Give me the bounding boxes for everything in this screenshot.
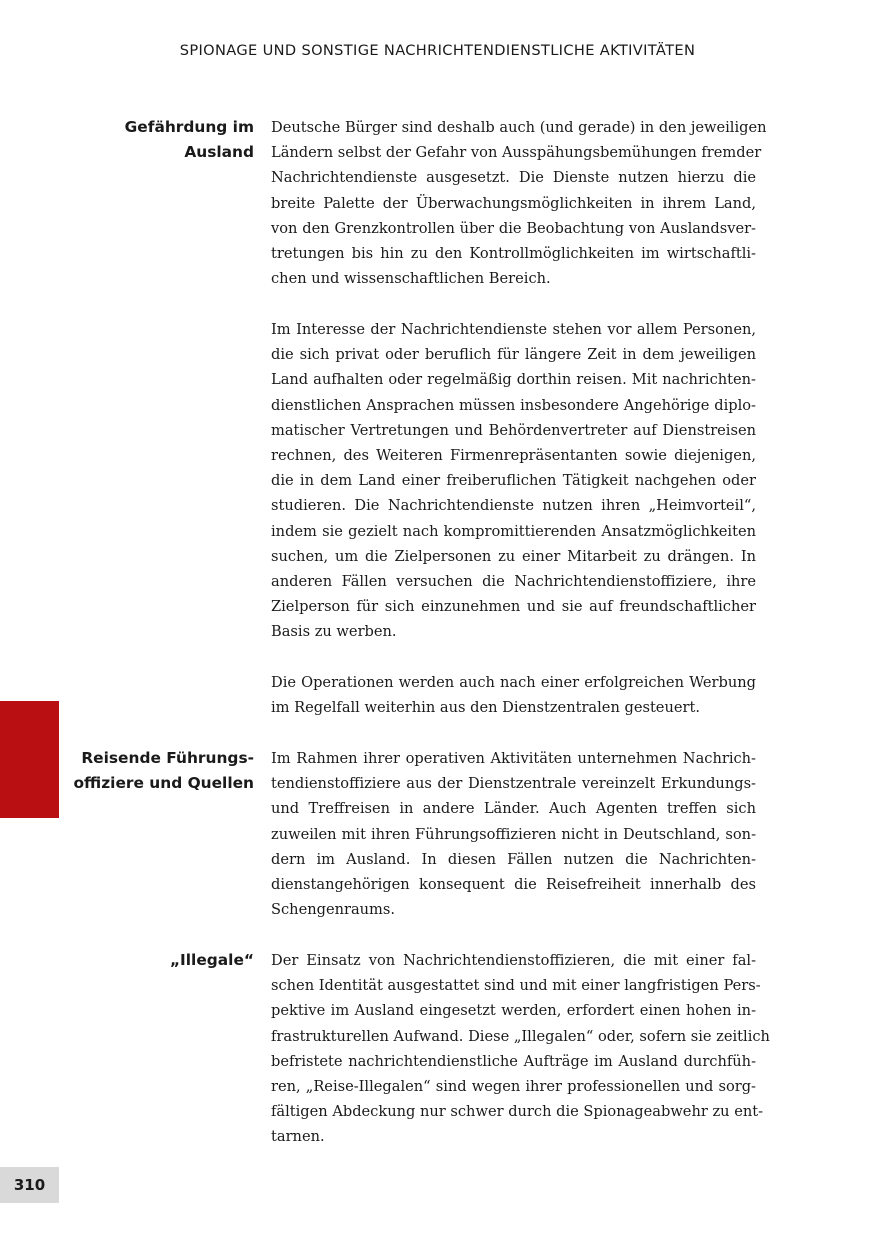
text-line: anderen Fällen versuchen die Nachrichtendienstoffiziere, ihre: [271, 573, 756, 591]
paragraph-3: [271, 670, 756, 720]
text-line: suchen, um die Zielpersonen zu einer Mitarbeit zu drängen. In: [271, 547, 756, 565]
text-line: Nachrichtendienste ausgesetzt. Die Dienste nutzen hierzu die: [271, 169, 756, 187]
text-line: pektive im Ausland eingesetzt werden, erfordert einen hohen in-: [271, 1002, 756, 1020]
text-line: zuweilen mit ihren Führungsoffizieren nicht in Deutschland, son-: [271, 825, 756, 843]
text-line: Ländern selbst der Gefahr von Ausspähungsbemühungen fremder: [271, 144, 762, 162]
text-line: Im Rahmen ihrer operativen Aktivitäten unternehmen Nachrich-: [271, 750, 756, 767]
text-line: Zielperson für sich einzunehmen und sie auf freundschaftlicher: [271, 598, 756, 616]
margin-heading-line: Reisende Führungs-: [81, 749, 254, 767]
text-line: Deutsche Bürger sind deshalb auch (und gerade) in den jeweiligen: [271, 119, 767, 136]
text-line: im Regelfall weiterhin aus den Dienstzentralen gesteuert.: [271, 699, 700, 717]
text-line: chen und wissenschaftlichen Bereich.: [271, 270, 551, 288]
margin-heading-line: offiziere und Quellen: [73, 774, 254, 793]
text-line: dienstlichen Ansprachen müssen insbesondere Angehörige diplo-: [271, 396, 756, 414]
text-line: matischer Vertretungen und Behördenvertreter auf Dienstreisen: [271, 421, 756, 439]
text-line: tendienstoffiziere aus der Dienstzentrale vereinzelt Erkundungs-: [271, 775, 756, 793]
text-line: ren, „Reise-Illegalen“ sind wegen ihrer professionellen und sorg-: [271, 1078, 756, 1096]
text-line: befristete nachrichtendienstliche Aufträge im Ausland durchfüh-: [271, 1052, 756, 1070]
text-line: fältigen Abdeckung nur schwer durch die Spionageabwehr zu ent-: [271, 1103, 764, 1121]
text-line: Schengenraums.: [271, 901, 396, 919]
paragraph-5: [271, 948, 770, 1150]
text-line: die in dem Land einer freiberuflichen Tätigkeit nachgehen oder: [271, 472, 756, 490]
margin-heading-reisende: [73, 746, 254, 796]
margin-heading-line: Gefährdung im: [124, 118, 254, 136]
text-line: Die Operationen werden auch nach einer erfolgreichen Werbung: [271, 674, 756, 691]
text-line: tarnen.: [271, 1128, 325, 1146]
page-number: 310: [0, 1167, 59, 1203]
text-line: frastrukturellen Aufwand. Diese „Illegalen“ oder, sofern sie zeitlich: [271, 1027, 770, 1045]
text-line: Der Einsatz von Nachrichtendienstoffizieren, die mit einer fal-: [271, 952, 756, 969]
text-line: und Treffreisen in andere Länder. Auch Agenten treffen sich: [271, 800, 756, 818]
paragraph-2: [271, 317, 756, 645]
margin-heading-illegale: [170, 948, 254, 973]
text-line: Land aufhalten oder regelmäßig dorthin reisen. Mit nachrichten-: [271, 371, 756, 389]
text-line: schen Identität ausgestattet sind und mit einer langfristigen Pers-: [271, 977, 761, 995]
chapter-color-tab: [0, 701, 59, 818]
margin-heading-line: „Illegale“: [169, 951, 254, 969]
text-line: breite Palette der Überwachungsmöglichkeiten in ihrem Land,: [271, 194, 756, 212]
margin-heading-line: Ausland: [184, 143, 254, 162]
text-line: tretungen bis hin zu den Kontrollmöglichkeiten im wirtschaftli-: [271, 245, 756, 263]
margin-heading-gefaehrdung: [125, 115, 254, 165]
text-line: studieren. Die Nachrichtendienste nutzen ihren „Heimvorteil“,: [271, 497, 756, 515]
paragraph-1: [271, 115, 767, 291]
text-line: Basis zu werben.: [271, 623, 397, 641]
text-line: die sich privat oder beruflich für längere Zeit in dem jeweiligen: [271, 346, 756, 364]
paragraph-4: [271, 746, 756, 922]
text-line: dienstangehörigen konsequent die Reisefreiheit innerhalb des: [271, 876, 756, 894]
text-line: Im Interesse der Nachrichtendienste stehen vor allem Personen,: [271, 321, 756, 338]
text-line: von den Grenzkontrollen über die Beobachtung von Auslandsver-: [271, 219, 756, 237]
running-header: SPIONAGE UND SONSTIGE NACHRICHTENDIENSTLICHE AKTIVITÄTEN: [179, 42, 696, 59]
text-line: dern im Ausland. In diesen Fällen nutzen die Nachrichten-: [271, 850, 756, 868]
text-line: rechnen, des Weiteren Firmenrepräsentanten sowie diejenigen,: [271, 447, 756, 465]
text-line: indem sie gezielt nach kompromittierenden Ansatzmöglichkeiten: [271, 522, 756, 540]
